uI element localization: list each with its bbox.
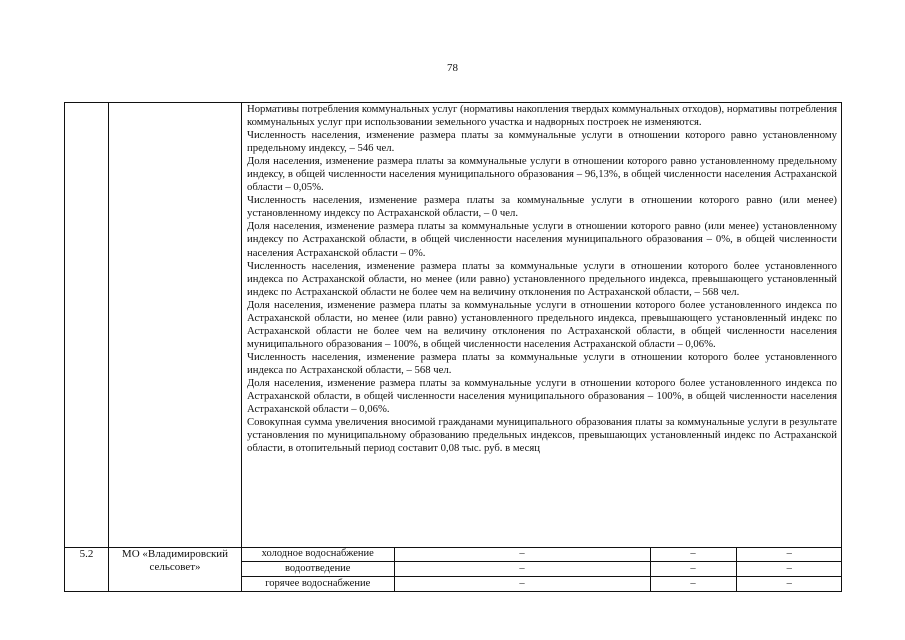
table-row — [65, 103, 842, 548]
service-value: – — [650, 577, 736, 591]
service-value: – — [394, 577, 650, 591]
paragraph: Доля населения, изменение размера платы за коммунальные услуги в отношении которого более установленного индекса по Астраханской области, но менее (или равно) установленного предельного индекса, превышающего установленный индекс по Астраханской области не более чем на величину отклонения по Астраханской области, в общей численности населения муниципального образования – 100%, в общей численности населения Астраханской области – 0,06%. — [247, 298, 837, 350]
empty-municipality-cell — [109, 103, 242, 548]
description-text — [242, 103, 841, 455]
service-row — [242, 577, 842, 591]
service-value: – — [736, 562, 842, 577]
table-row — [65, 547, 842, 591]
service-value: – — [650, 562, 736, 577]
page-number: 78 — [447, 62, 458, 74]
paragraph: Нормативы потребления коммунальных услуг (нормативы накопления твердых коммунальных отходов), нормативы потребления коммунальных услуг при использовании земельного участка и надворных построек не изменяются. — [247, 103, 837, 129]
paragraph: Численность населения, изменение размера платы за коммунальные услуги в отношении которого более установленного индекса по Астраханской области, но менее (или равно) установленного предельного индекса, превышающего установленный индекс по Астраханской области не более чем на величину отклонения по Астраханской области, – 568 чел. — [247, 259, 837, 298]
service-row — [242, 562, 842, 577]
paragraph: Совокупная сумма увеличения вносимой гражданами муниципального образования платы за коммунальные услуги в результате установления по муниципальному образованию предельных индексов, превышающих установленный индекс по Астраханской области, в отопительный период составит 0,08 тыс. руб. в месяц — [247, 416, 837, 455]
services-table — [242, 548, 842, 591]
service-value: – — [394, 562, 650, 577]
service-value: – — [650, 548, 736, 562]
empty-number-cell — [65, 103, 109, 548]
paragraph: Доля населения, изменение размера платы за коммунальные услуги в отношении которого равно установленному предельному индексу, в общей численности населения муниципального образования – 96,13%, в общей численности населения Астраханской области – 0,05%. — [247, 155, 837, 194]
tariff-table — [64, 102, 842, 592]
description-cell — [242, 103, 842, 548]
municipality-name: МО «Владимировский сельсовет» — [109, 547, 242, 591]
paragraph: Численность населения, изменение размера платы за коммунальные услуги в отношении которого равно установленному предельному индексу, – 546 чел. — [247, 129, 837, 155]
service-value: – — [786, 578, 792, 590]
service-row — [242, 548, 842, 562]
row-number: 5.2 — [65, 547, 109, 591]
paragraph: Численность населения, изменение размера платы за коммунальные услуги в отношении которого равно (или менее) установленному индексу по Астраханской области, – 0 чел. — [247, 194, 837, 220]
service-value: – — [394, 548, 650, 562]
paragraph: Численность населения, изменение размера платы за коммунальные услуги в отношении которого более установленного индекса по Астраханской области, – 568 чел. — [247, 350, 837, 376]
service-name: холодное водоснабжение — [242, 548, 394, 562]
service-name: водоотведение — [242, 562, 394, 577]
service-name: горячее водоснабжение — [242, 577, 394, 591]
service-value: – — [736, 548, 842, 562]
paragraph: Доля населения, изменение размера платы за коммунальные услуги в отношении которого равно (или менее) установленному индексу по Астраханской области, в общей численности населения муниципального образования – 0%, в общей численности населения Астраханской области – 0%. — [247, 220, 837, 259]
services-cell — [242, 547, 842, 591]
paragraph: Доля населения, изменение размера платы за коммунальные услуги в отношении которого более установленного индекса по Астраханской области, в общей численности населения муниципального образования – 100%, в общей численности населения Астраханской области – 0,06%. — [247, 376, 837, 416]
